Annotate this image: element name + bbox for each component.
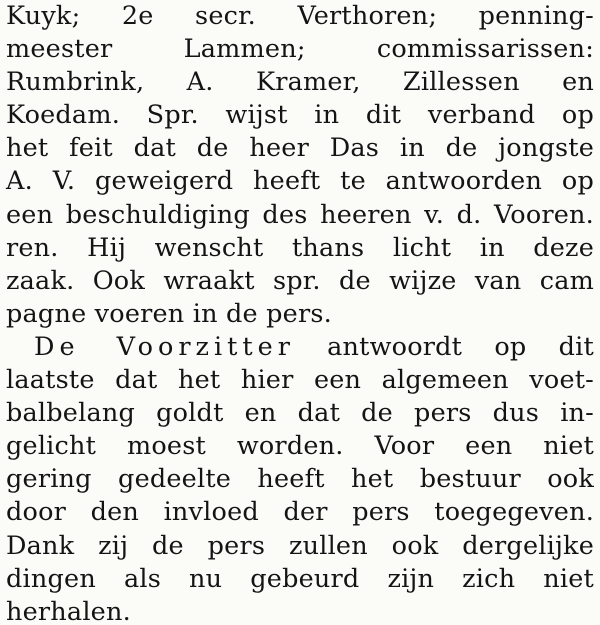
text-line: A. V. geweigerd heeft te antwoorden op xyxy=(6,166,594,197)
text-line: balbelang goldt en dat de pers dus in- xyxy=(6,398,594,429)
text-fragment: antwoordt op dit xyxy=(294,331,594,362)
text-line xyxy=(6,331,594,364)
text-line: Dank zij de pers zullen ook dergelijke xyxy=(6,530,594,561)
text-line: Rumbrink, A. Kramer, Zillessen en xyxy=(6,67,594,98)
paragraph-1 xyxy=(6,0,594,331)
text-line: laatste dat het hier een algemeen voet- xyxy=(6,365,594,396)
text-line: zaak. Ook wraakt spr. de wijze van cam xyxy=(6,265,594,296)
text-line: Kuyk; 2e secr. Verthoren; penning- xyxy=(6,1,594,31)
text-line: dingen als nu gebeurd zijn zich niet xyxy=(6,563,594,594)
text-line: een beschuldiging des heeren v. d. Vooren. xyxy=(6,199,594,230)
text-line: gering gedeelte heeft het bestuur ook xyxy=(6,464,594,495)
paragraph-2 xyxy=(6,331,594,625)
text-line: herhalen. xyxy=(6,596,131,625)
text-line: gelicht moest worden. Voor een niet xyxy=(6,431,594,462)
article-column xyxy=(6,0,594,625)
text-line: ren. Hij wenscht thans licht in deze xyxy=(6,232,594,263)
text-line: het feit dat de heer Das in de jongste xyxy=(6,133,594,164)
speaker-name: De Voorzitter xyxy=(34,331,295,362)
text-line: pagne voeren in de pers. xyxy=(6,298,332,329)
text-line: Koedam. Spr. wijst in dit verband op xyxy=(6,100,594,131)
text-line: door den invloed der pers toegegeven. xyxy=(6,497,594,528)
text-line: meester Lammen; commissarissen: xyxy=(6,34,594,65)
